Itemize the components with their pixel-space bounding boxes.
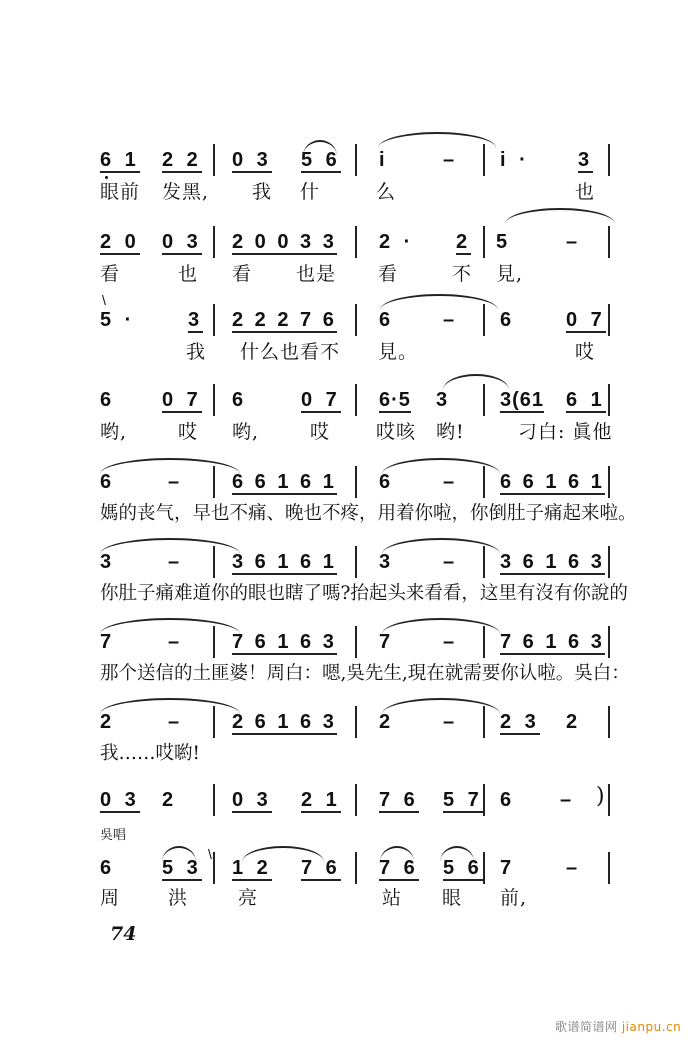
note-group: 7 6 1 6 3 [500, 631, 605, 653]
note-group: 6·5 [379, 389, 411, 411]
lyric: 看 [100, 263, 121, 285]
section-label: 吳唱 [100, 828, 127, 843]
note-group: 0 7 [566, 309, 606, 331]
note-group: 3(61 [500, 389, 545, 411]
note-group: 0 7 [301, 389, 341, 411]
note-group: 0 3 [232, 149, 272, 171]
lyric: 眼 [442, 887, 463, 909]
watermark-site-name: 歌谱简谱网 [555, 1020, 618, 1034]
note-group: – [443, 711, 459, 733]
lyric: 么 [376, 181, 397, 203]
note-group: – [443, 551, 459, 573]
note-group: 6 [100, 857, 116, 879]
lyric: 見, [496, 263, 524, 285]
lyric: 哟! [436, 421, 465, 443]
spoken-dialogue: 你肚子痛难道你的眼也瞎了嗎?抬起头来看看，这里有沒有你說的 [100, 583, 628, 604]
note-group: 2 6 1 6 3 [232, 711, 337, 733]
barline [608, 144, 610, 176]
note-group: 6 [100, 471, 116, 493]
barline [213, 226, 215, 258]
spoken-dialogue: 那个送信的土匪婆！周白：嗯,吳先生,現在就需要你认啦。吳白： [100, 663, 630, 684]
note-group: 5 3 [162, 857, 202, 879]
barline [483, 466, 485, 498]
lyric: 見。 [378, 341, 419, 363]
lyric: 哟, [100, 421, 128, 443]
barline [608, 226, 610, 258]
page-number: 74 [110, 923, 137, 945]
note-group: 3 6 1 6 1 [232, 551, 337, 573]
note-group: – [168, 631, 184, 653]
note-group: 6 6 1 6 1 [500, 471, 605, 493]
note-group: – [168, 551, 184, 573]
note-group: i [379, 149, 389, 171]
lyric: 哎咳 [376, 421, 417, 443]
note-group: 2 0 0 3 3 [232, 231, 337, 253]
note-group: 3 [100, 551, 116, 573]
note-group: – [443, 149, 459, 171]
note-group: 5 7 [443, 789, 483, 811]
watermark-domain: jianpu.cn [621, 1020, 682, 1034]
score-row-5 [100, 454, 637, 534]
lyric: 周 [100, 887, 121, 909]
barline [355, 304, 357, 336]
note-group: 5 6 [301, 149, 341, 171]
note-group: 2 2 [162, 149, 202, 171]
lyric: 前, [500, 887, 528, 909]
barline [483, 546, 485, 578]
note-group: i · [500, 149, 530, 171]
barline [608, 784, 610, 816]
note-group: 7 [379, 631, 395, 653]
spoken-dialogue: 媽的丧气，早也不痛、晚也不疼，用着你啦，你倒肚子痛起来啦。 [100, 503, 637, 524]
note-group: 7 6 [379, 857, 419, 879]
barline [483, 226, 485, 258]
barline [355, 546, 357, 578]
barline [355, 626, 357, 658]
breath-mark: \ [208, 846, 212, 862]
low-octave-dot [105, 176, 108, 179]
note-group: 6 [100, 389, 116, 411]
note-group: 0 7 [162, 389, 202, 411]
barline [608, 706, 610, 738]
barline [213, 852, 215, 884]
note-group: 3 [578, 149, 594, 171]
note-group: – [566, 231, 582, 253]
barline [213, 466, 215, 498]
note-group: 5 · [100, 309, 136, 331]
lyric: 也 [575, 181, 596, 203]
score-row-6 [100, 534, 628, 614]
score-row-1 [100, 132, 612, 212]
barline [608, 852, 610, 884]
lyric: 发黑, [162, 181, 210, 203]
score-row-7 [100, 614, 630, 694]
note-group: 2 [100, 711, 116, 733]
note-group: – [168, 711, 184, 733]
barline [483, 384, 485, 416]
note-group: 1 2 [232, 857, 272, 879]
note-group: 3 [188, 309, 204, 331]
lyric: 亮 [238, 887, 259, 909]
note-group: 7 [500, 857, 516, 879]
score-row-3 [100, 292, 612, 372]
note-group: – [560, 789, 576, 811]
note-group: 2 [162, 789, 178, 811]
note-group: 3 [379, 551, 395, 573]
barline [483, 852, 485, 884]
barline [213, 546, 215, 578]
barline [355, 706, 357, 738]
barline [355, 852, 357, 884]
barline [213, 706, 215, 738]
barline [355, 144, 357, 176]
lyric: 什么也看不 [240, 341, 341, 363]
barline [213, 304, 215, 336]
note-group: 5 [496, 231, 512, 253]
barline [213, 626, 215, 658]
note-group: 2 [566, 711, 582, 733]
barline [483, 626, 485, 658]
barline [483, 144, 485, 176]
lyric: 不 [452, 263, 473, 285]
note-group: – [566, 857, 582, 879]
barline [213, 784, 215, 816]
barline [608, 546, 610, 578]
lyric: 洪 [168, 887, 189, 909]
note-group: 7 6 1 6 3 [232, 631, 337, 653]
note-group: 2 0 [100, 231, 140, 253]
slur [443, 374, 509, 390]
barline [213, 384, 215, 416]
note-group: 5 6 [443, 857, 483, 879]
note-group: 0 3 [232, 789, 272, 811]
lyric: 看 [232, 263, 253, 285]
lyric: 也是 [296, 263, 337, 285]
note-group: 7 6 [379, 789, 419, 811]
score-row-2 [100, 214, 612, 294]
lyric: 哎 [310, 421, 331, 443]
barline [355, 784, 357, 816]
note-group: 2 [379, 711, 395, 733]
lyric: 哎 [575, 341, 596, 363]
score-row-10 [100, 834, 612, 914]
lyric: 哟, [232, 421, 260, 443]
note-group: 3 6 1 6 3 [500, 551, 605, 573]
lyric: 看 [378, 263, 399, 285]
barline [483, 784, 485, 816]
note-group: 7 6 [301, 857, 341, 879]
barline [483, 706, 485, 738]
note-group: 3 [436, 389, 452, 411]
note-group: 6 6 1 6 1 [232, 471, 337, 493]
score-row-8 [100, 694, 612, 774]
barline [213, 144, 215, 176]
watermark [555, 1018, 681, 1035]
note-group: 0 3 [100, 789, 140, 811]
note-group: 6 1 [100, 149, 140, 171]
note-group: 2 · [379, 231, 415, 253]
close-parenthesis: ) [596, 784, 605, 809]
note-group: 6 [379, 309, 395, 331]
note-group: 2 3 [500, 711, 540, 733]
barline [608, 466, 610, 498]
note-group: 6 [500, 789, 516, 811]
note-group: 6 [232, 389, 248, 411]
note-group: 2 1 [301, 789, 341, 811]
tie [378, 132, 496, 148]
note-group: 7 [100, 631, 116, 653]
tie [380, 294, 498, 310]
note-group: – [443, 471, 459, 493]
lyric: 站 [382, 887, 403, 909]
note-group: 0 3 [162, 231, 202, 253]
barline [355, 466, 357, 498]
lyric: 刁白: 眞他 [518, 421, 613, 443]
barline [608, 304, 610, 336]
lyric: 我 [186, 341, 207, 363]
note-group: 6 [379, 471, 395, 493]
note-group: 2 [456, 231, 472, 253]
barline [608, 626, 610, 658]
lyric: 哎 [178, 421, 199, 443]
barline [608, 384, 610, 416]
breath-mark: \ [102, 292, 106, 308]
note-group: 6 1 [566, 389, 606, 411]
note-group: – [168, 471, 184, 493]
spoken-dialogue: 我……哎喲! [100, 743, 200, 764]
note-group: 2 2 2 7 6 [232, 309, 337, 331]
note-group: – [443, 309, 459, 331]
note-group: – [443, 631, 459, 653]
note-group: 6 [500, 309, 516, 331]
lyric: 我 [252, 181, 273, 203]
barline [355, 226, 357, 258]
score-row-4 [100, 372, 612, 452]
lyric: 也 [178, 263, 199, 285]
lyric: 眼前 [100, 181, 141, 203]
barline [355, 384, 357, 416]
lyric: 什 [300, 181, 321, 203]
barline [483, 304, 485, 336]
